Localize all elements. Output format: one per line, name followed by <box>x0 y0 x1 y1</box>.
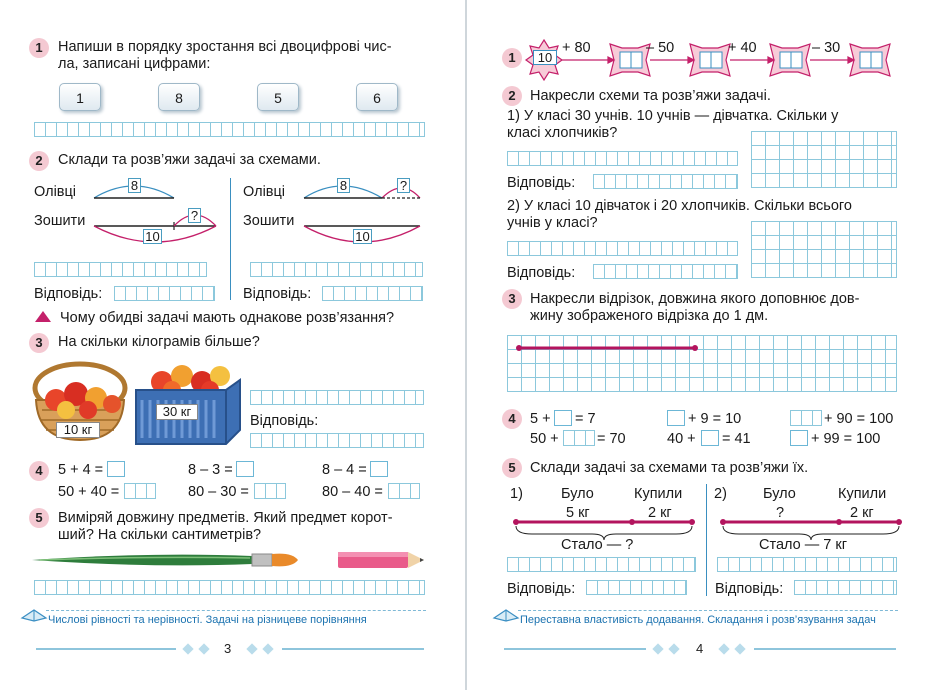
scheme-label: Олівці <box>34 184 77 200</box>
equation: + 9 = 10 <box>688 411 742 427</box>
answer-cells[interactable] <box>250 390 424 405</box>
given-segment <box>515 343 700 353</box>
page-bar <box>504 648 646 650</box>
answer-label: Відповідь: <box>250 413 319 429</box>
answer-box[interactable] <box>563 430 595 446</box>
task-number: 3 <box>29 333 49 353</box>
ornament <box>668 643 679 654</box>
answer-cells[interactable] <box>250 262 423 277</box>
scheme-number: 2) <box>714 486 727 502</box>
task-text: жину зображеного відрізка до 1 дм. <box>530 308 769 324</box>
footer-title: Числові рівності та нерівності. Задачі на різницеве порівняння <box>48 614 367 626</box>
scheme-label: Купили <box>838 486 887 502</box>
triangle-icon <box>35 311 51 322</box>
answer-box[interactable] <box>107 461 125 477</box>
page-number: 4 <box>696 641 704 656</box>
task-text: Накресли відрізок, довжина якого доповнює дов- <box>530 291 860 307</box>
answer-box[interactable] <box>124 483 156 499</box>
scheme-value: 5 кг <box>566 505 590 521</box>
ornament <box>182 643 193 654</box>
scheme-value: ? <box>776 505 785 521</box>
scheme-label: Зошити <box>34 213 86 229</box>
answer-cells[interactable] <box>34 122 425 137</box>
problem-text: 2) У класі 10 дівчаток і 20 хлопчиків. Скільки всього <box>507 198 852 214</box>
answer-box[interactable] <box>236 461 254 477</box>
scheme-value: 2 кг <box>850 505 874 521</box>
equation: = 41 <box>722 431 751 447</box>
page-spine <box>465 0 467 690</box>
scheme-value: ? <box>397 178 410 193</box>
scheme-label: Олівці <box>243 184 286 200</box>
page-bar <box>754 648 896 650</box>
chain-operation: + 40 <box>728 40 757 56</box>
basket-weight: 10 кг <box>56 422 100 438</box>
equation: + 90 = 100 <box>824 411 894 427</box>
answer-label: Відповідь: <box>243 286 312 302</box>
scheme-value: 2 кг <box>648 505 672 521</box>
column-divider <box>706 484 707 596</box>
page-bar <box>36 648 176 650</box>
answer-cells[interactable] <box>507 151 738 166</box>
task-text: ла, записані цифрами: <box>58 56 211 72</box>
problem-text: 1) У класі 30 учнів. 10 учнів — дівчатка. Скільки у <box>507 108 839 124</box>
task-text: ший? На скільки сантиметрів? <box>58 527 262 543</box>
equation: 50 + 40 = <box>58 484 120 500</box>
scheme-value: 8 <box>128 178 141 193</box>
answer-cells[interactable] <box>507 557 696 572</box>
column-divider <box>230 178 231 300</box>
chain-operation: – 50 <box>646 40 675 56</box>
equation: 8 – 4 = <box>322 462 367 478</box>
answer-box[interactable] <box>388 483 420 499</box>
answer-label: Відповідь: <box>507 175 576 191</box>
equation: 8 – 3 = <box>188 462 233 478</box>
task-number: 5 <box>29 508 49 528</box>
answer-box[interactable] <box>554 410 572 426</box>
scheme-total: Стало — 7 кг <box>759 537 847 553</box>
answer-cells[interactable] <box>34 262 207 277</box>
page-bar <box>282 648 424 650</box>
scheme-value: ? <box>188 208 201 223</box>
task-text: Виміряй довжину предметів. Який предмет корот- <box>58 510 393 526</box>
task-number: 4 <box>29 461 49 481</box>
equation: 40 + <box>667 431 696 447</box>
task-number: 4 <box>502 409 522 429</box>
answer-label: Відповідь: <box>507 265 576 281</box>
equation: = 7 <box>575 411 596 427</box>
digit-card: 5 <box>257 83 299 111</box>
task-number: 3 <box>502 289 522 309</box>
answer-cells[interactable] <box>507 241 738 256</box>
answer-box[interactable] <box>370 461 388 477</box>
task-text: Накресли схеми та розв’яжи задачі. <box>530 88 771 104</box>
answer-label: Відповідь: <box>34 286 103 302</box>
digit-card: 6 <box>356 83 398 111</box>
scheme-label: Зошити <box>243 213 295 229</box>
answer-cells[interactable] <box>34 580 425 595</box>
ornament <box>262 643 273 654</box>
equation: 80 – 30 = <box>188 484 249 500</box>
answer-label: Відповідь: <box>715 581 784 597</box>
equation: 50 + <box>530 431 559 447</box>
task-text: Склади задачі за схемами та розв’яжи їх. <box>530 460 809 476</box>
scheme-value: 10 <box>143 229 162 244</box>
ornament <box>246 643 257 654</box>
equation: 5 + 4 = <box>58 462 104 478</box>
problem-text: учнів у класі? <box>507 215 598 231</box>
task-text: Напиши в порядку зростання всі двоцифрові чис- <box>58 39 392 55</box>
equation: + 99 = 100 <box>811 431 881 447</box>
footer-line <box>518 610 898 611</box>
problem-text: класі хлопчиків? <box>507 125 618 141</box>
task-number: 1 <box>502 48 522 68</box>
ornament <box>198 643 209 654</box>
footer-line <box>46 610 426 611</box>
page-number: 3 <box>224 641 232 656</box>
pencil-illustration <box>336 548 428 572</box>
chain-operation: – 30 <box>812 40 841 56</box>
scheme-number: 1) <box>510 486 523 502</box>
answer-box[interactable] <box>254 483 286 499</box>
scheme-label: Купили <box>634 486 683 502</box>
ornament <box>652 643 663 654</box>
task-text: На скільки кілограмів більше? <box>58 334 260 350</box>
scheme-label: Було <box>561 486 594 502</box>
answer-box[interactable] <box>667 410 685 426</box>
answer-box[interactable] <box>790 430 808 446</box>
digit-card: 1 <box>59 83 101 111</box>
task-number: 1 <box>29 38 49 58</box>
scheme-value: 8 <box>337 178 350 193</box>
answer-box[interactable] <box>701 430 719 446</box>
crate-weight: 30 кг <box>156 404 198 420</box>
book-icon <box>492 604 520 622</box>
answer-cells[interactable] <box>794 580 897 595</box>
answer-cells[interactable] <box>593 174 738 189</box>
scheme-value: 10 <box>353 229 372 244</box>
task-number: 2 <box>29 151 49 171</box>
answer-cells[interactable] <box>322 286 423 301</box>
task-text: Склади та розв’яжи задачі за схемами. <box>58 152 321 168</box>
task-question: Чому обидві задачі мають однакове розв’язання? <box>60 310 395 326</box>
drawing-grid[interactable] <box>751 131 897 188</box>
chain-start: 10 <box>533 50 557 65</box>
answer-cells[interactable] <box>593 264 738 279</box>
answer-cells[interactable] <box>250 433 424 448</box>
footer-title: Переставна властивість додавання. Складання і розв’язування задач <box>520 614 876 626</box>
drawing-grid[interactable] <box>751 221 897 278</box>
task-number: 5 <box>502 458 522 478</box>
scheme-label: Було <box>763 486 796 502</box>
task-number: 2 <box>502 86 522 106</box>
book-icon <box>20 604 48 622</box>
equation: 80 – 40 = <box>322 484 383 500</box>
ornament <box>734 643 745 654</box>
ornament <box>718 643 729 654</box>
scheme-total: Стало — ? <box>561 537 634 553</box>
digit-card: 8 <box>158 83 200 111</box>
chain-operation: + 80 <box>562 40 591 56</box>
answer-cells[interactable] <box>717 557 897 572</box>
answer-cells[interactable] <box>586 580 687 595</box>
equation: = 70 <box>597 431 626 447</box>
answer-cells[interactable] <box>114 286 215 301</box>
equation: 5 + <box>530 411 551 427</box>
answer-box[interactable] <box>790 410 822 426</box>
paintbrush-illustration <box>30 548 300 572</box>
answer-label: Відповідь: <box>507 581 576 597</box>
